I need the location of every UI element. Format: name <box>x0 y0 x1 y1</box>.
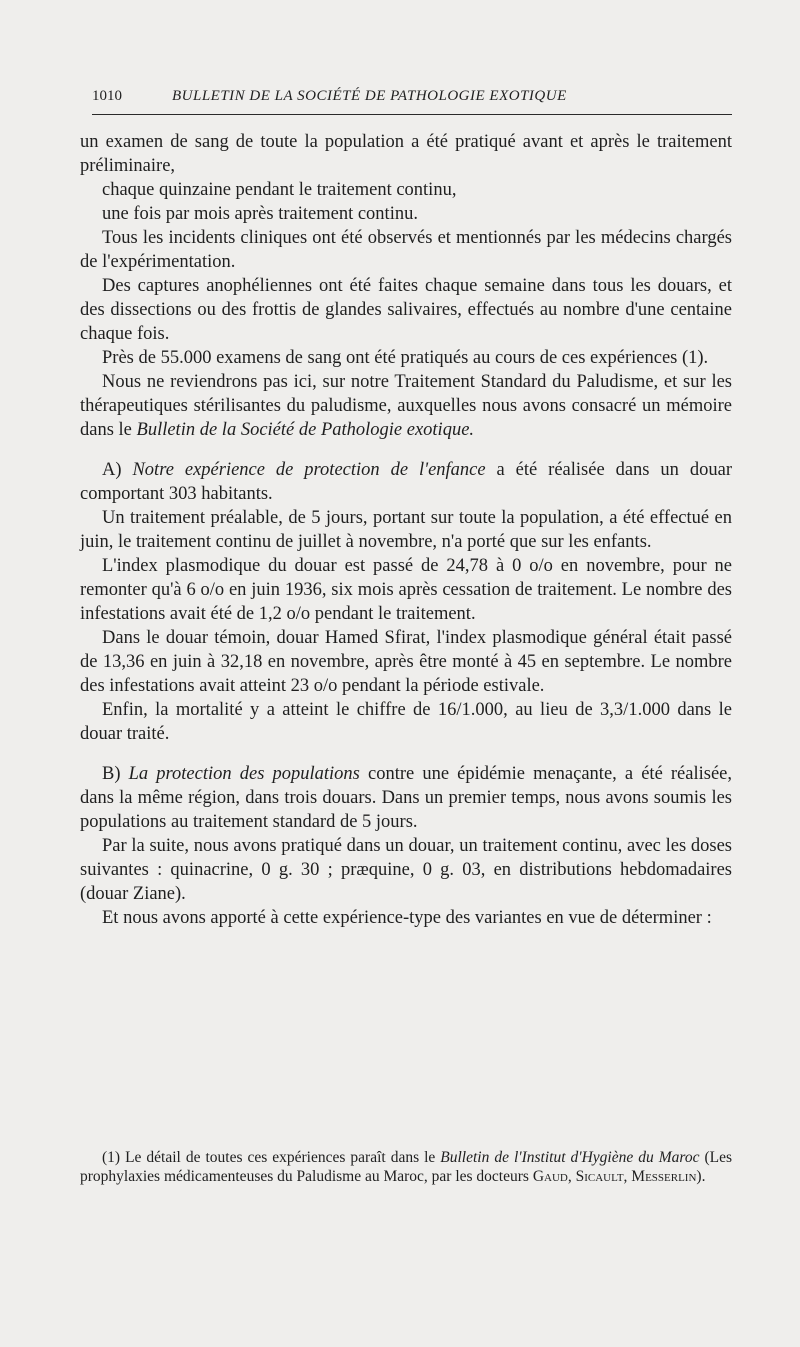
institut-bulletin-title: Bulletin de l'Institut d'Hygiène du Maroc <box>440 1149 700 1166</box>
journal-title: BULLETIN DE LA SOCIÉTÉ DE PATHOLOGIE EXOTIQUE <box>172 88 567 104</box>
footnote: (1) Le détail de toutes ces expériences paraît dans le Bulletin de l'Institut d'Hygiène du Maroc (Les prophylaxies médicamenteuses du Paludisme au Maroc, par les docteurs Gaud, Sicault, Messerlin). <box>80 1149 732 1185</box>
page-number: 1010 <box>92 88 122 104</box>
paragraph: chaque quinzaine pendant le traitement continu, <box>102 180 457 200</box>
section-b-title: La protection des populations <box>128 764 360 784</box>
bulletin-reference: Bulletin de la Société de Pathologie exotique. <box>136 420 475 440</box>
article-body <box>80 130 732 930</box>
paragraph: Dans le douar témoin, douar Hamed Sfirat, l'index plasmodique général était passé de 13,36 en juin à 32,18 en novembre, après être monté à 45 en septembre. Le nombre des infestations avait atteint 23 o/o pendant la période estivale. <box>80 628 732 696</box>
paragraph: Tous les incidents cliniques ont été observés et mentionnés par les médecins chargés de l'expérimentation. <box>80 228 732 272</box>
paragraph: L'index plasmodique du douar est passé de 24,78 à 0 o/o en novembre, pour ne remonter qu'à 6 o/o en juin 1936, six mois après cessation de traitement. Le nombre des infestations avait été de 1,2 o/o pendant le traitement. <box>80 556 732 624</box>
paragraph: une fois par mois après traitement continu. <box>102 204 418 224</box>
author-names: Gaud, Sicault, Messerlin <box>532 1168 697 1185</box>
paragraph: Près de 55.000 examens de sang ont été pratiqués au cours de ces expériences (1). <box>102 348 709 368</box>
section-a-title: Notre expérience de protection de l'enfance <box>132 460 486 480</box>
paragraph: Par la suite, nous avons pratiqué dans un douar, un traitement continu, avec les doses suivantes : quinacrine, 0 g. 30 ; præquine, 0 g. 03, en distributions hebdomadaires (douar Ziane). <box>80 836 732 904</box>
paragraph: Nous ne reviendrons pas ici, sur notre Traitement Standard du Paludisme, et sur les thérapeutiques stérilisantes du paludisme, auxquelles nous avons consacré un mémoire dans le Bulletin de la Société de Pathologie exotique. <box>80 372 732 440</box>
paragraph: Un traitement préalable, de 5 jours, portant sur toute la population, a été effectué en juin, le traitement continu de juillet à novembre, n'a porté que sur les enfants. <box>80 508 732 552</box>
paragraph: un examen de sang de toute la population a été pratiqué avant et après le traitement préliminaire, <box>80 132 732 176</box>
section-b-heading: B) La protection des populations contre une épidémie menaçante, a été réalisée, dans la même région, dans trois douars. Dans un premier temps, nous avons soumis les populations au traitement standard de 5 jours. <box>80 764 732 832</box>
running-header <box>92 88 732 115</box>
paragraph: Et nous avons apporté à cette expérience-type des variantes en vue de déterminer : <box>102 908 712 928</box>
paragraph: Des captures anophéliennes ont été faites chaque semaine dans tous les douars, et des dissections ou des frottis de glandes salivaires, effectués au nombre d'une centaine chaque fois. <box>80 276 732 344</box>
section-a-heading: A) Notre expérience de protection de l'enfance a été réalisée dans un douar comportant 303 habitants. <box>80 460 732 504</box>
paragraph: Enfin, la mortalité y a atteint le chiffre de 16/1.000, au lieu de 3,3/1.000 dans le douar traité. <box>80 700 732 744</box>
